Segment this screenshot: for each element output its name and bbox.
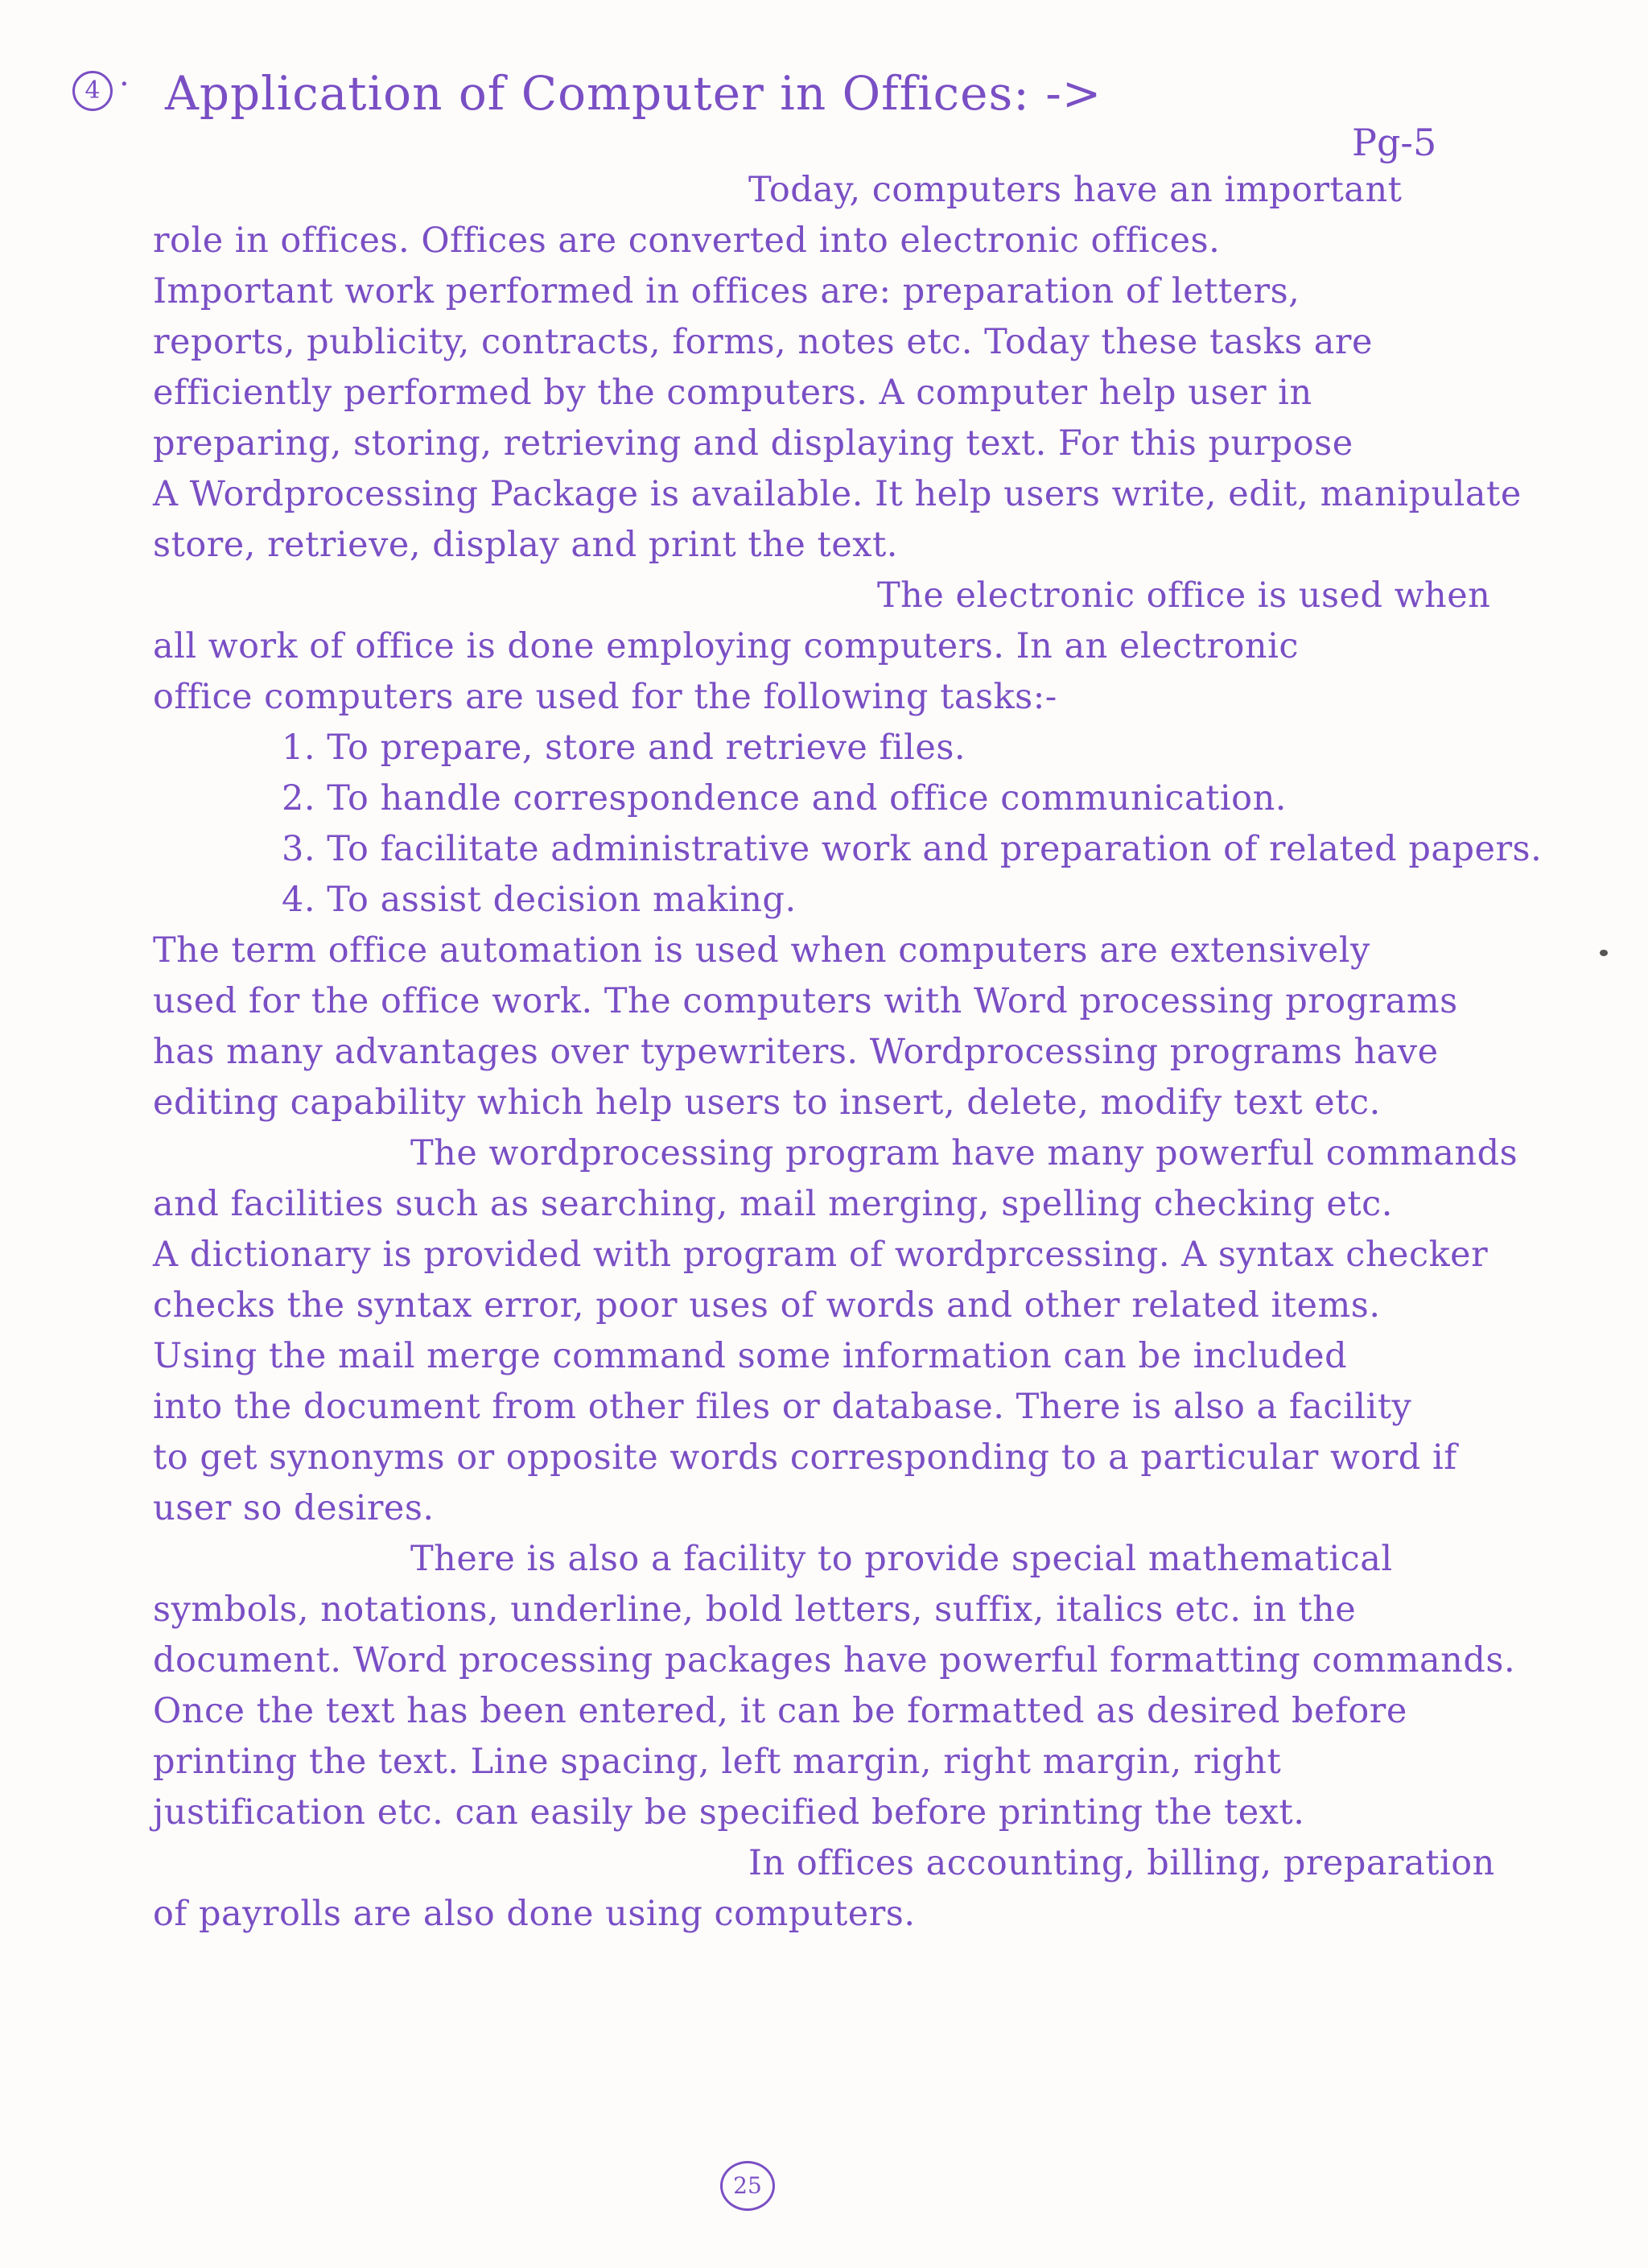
text-line: office computers are used for the following tasks:- bbox=[153, 677, 1057, 717]
text-line: A dictionary is provided with program of wordprcessing. A syntax checker bbox=[153, 1235, 1489, 1275]
text-line: Important work performed in offices are: preparation of letters, bbox=[153, 271, 1300, 311]
text-line: There is also a facility to provide special mathematical bbox=[410, 1539, 1393, 1579]
body-text bbox=[153, 165, 1585, 1940]
text-line: The term office automation is used when computers are extensively bbox=[153, 930, 1370, 971]
text-line: preparing, storing, retrieving and displaying text. For this purpose bbox=[153, 423, 1353, 464]
list-item: 2. To handle correspondence and office communication. bbox=[282, 778, 1287, 819]
heading bbox=[72, 56, 1437, 164]
text-line: all work of office is done employing computers. In an electronic bbox=[153, 626, 1299, 666]
text-line: The electronic office is used when bbox=[877, 575, 1491, 616]
text-line: A Wordprocessing Package is available. It help users write, edit, manipulate bbox=[153, 474, 1522, 514]
paragraph-2 bbox=[153, 571, 1585, 723]
text-line: used for the office work. The computers with Word processing programs bbox=[153, 981, 1458, 1021]
text-line: printing the text. Line spacing, left margin, right margin, right bbox=[153, 1742, 1282, 1782]
text-line: user so desires. bbox=[153, 1488, 435, 1528]
text-line: Using the mail merge command some information can be included bbox=[153, 1336, 1348, 1376]
list-item: 3. To facilitate administrative work and preparation of related papers. bbox=[282, 829, 1543, 869]
text-line: of payrolls are also done using computers. bbox=[153, 1894, 916, 1934]
text-line: In offices accounting, billing, preparation bbox=[748, 1843, 1495, 1883]
text-line: and facilities such as searching, mail merging, spelling checking etc. bbox=[153, 1184, 1393, 1224]
text-line: justification etc. can easily be specified before printing the text. bbox=[153, 1792, 1305, 1833]
text-line: has many advantages over typewriters. Wordprocessing programs have bbox=[153, 1032, 1439, 1072]
text-line: role in offices. Offices are converted into electronic offices. bbox=[153, 221, 1221, 261]
text-line: Once the text has been entered, it can be formatted as desired before bbox=[153, 1691, 1407, 1731]
question-dot: · bbox=[119, 66, 130, 103]
text-line: symbols, notations, underline, bold letters, suffix, italics etc. in the bbox=[153, 1590, 1357, 1630]
question-number: 4 bbox=[72, 71, 113, 111]
text-line: editing capability which help users to insert, delete, modify text etc. bbox=[153, 1082, 1381, 1123]
paragraph-6 bbox=[153, 1838, 1585, 1940]
list-item: 4. To assist decision making. bbox=[282, 880, 797, 920]
text-line: into the document from other files or database. There is also a facility bbox=[153, 1387, 1412, 1427]
page-title: Application of Computer in Offices: -> bbox=[165, 66, 1102, 121]
task-list bbox=[153, 723, 1585, 926]
text-line: checks the syntax error, poor uses of words and other related items. bbox=[153, 1285, 1381, 1326]
page-number: 25 bbox=[720, 2161, 775, 2211]
text-line: The wordprocessing program have many powerful commands bbox=[410, 1133, 1518, 1173]
text-line: to get synonyms or opposite words corresponding to a particular word if bbox=[153, 1437, 1457, 1478]
paragraph-3 bbox=[153, 926, 1585, 1128]
text-line: store, retrieve, display and print the text. bbox=[153, 525, 898, 565]
paragraph-1 bbox=[153, 165, 1585, 571]
page-reference: Pg-5 bbox=[1352, 121, 1437, 164]
text-line: document. Word processing packages have powerful formatting commands. bbox=[153, 1640, 1516, 1680]
list-item: 1. To prepare, store and retrieve files. bbox=[282, 728, 966, 768]
text-line: efficiently performed by the computers. A computer help user in bbox=[153, 373, 1312, 413]
text-line: reports, publicity, contracts, forms, notes etc. Today these tasks are bbox=[153, 322, 1373, 362]
paragraph-5 bbox=[153, 1534, 1585, 1838]
paragraph-4 bbox=[153, 1128, 1585, 1534]
text-line: Today, computers have an important bbox=[748, 170, 1403, 210]
ink-dot bbox=[1600, 950, 1608, 956]
